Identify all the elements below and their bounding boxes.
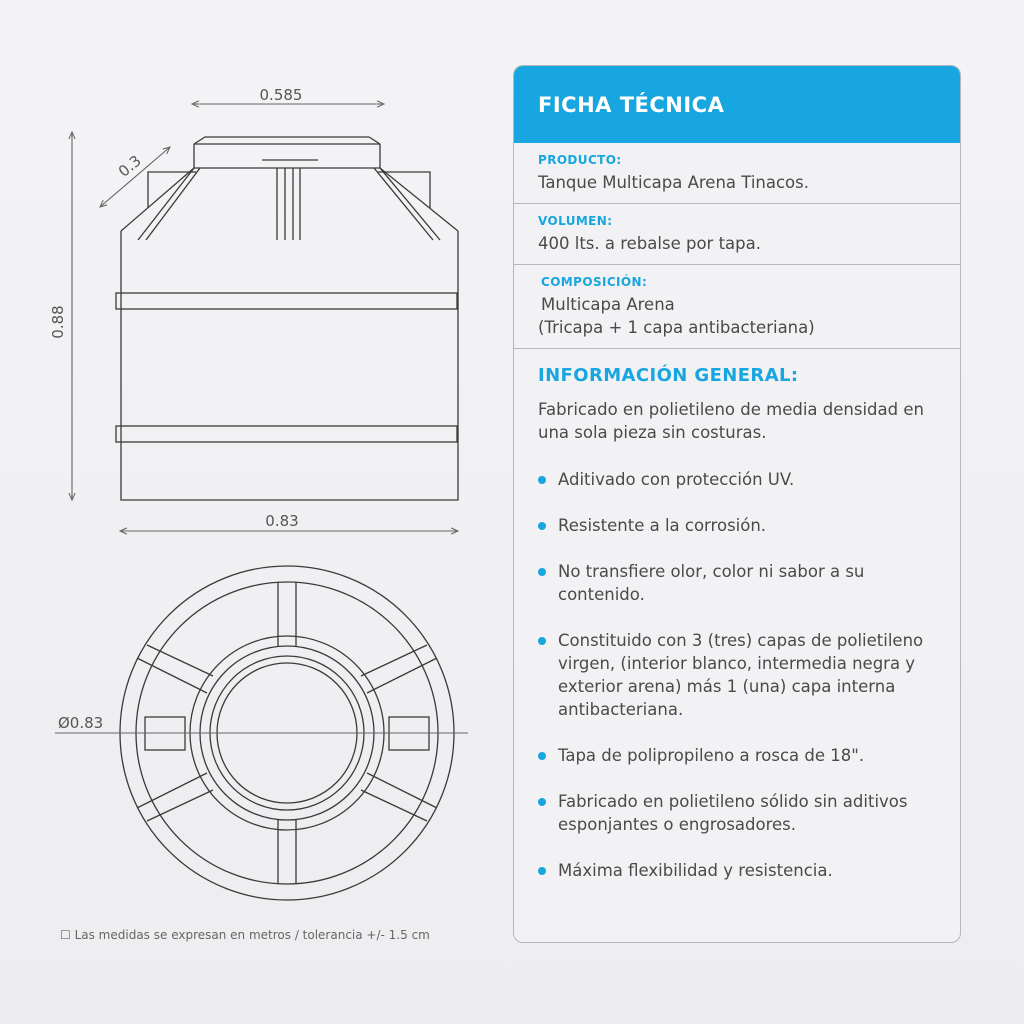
spec-composition-line-2: (Tricapa + 1 capa antibacteriana) [538,318,815,337]
feature-item [538,629,936,721]
bullet-dot-icon [538,798,546,806]
dim-top-width: 0.585 [259,86,303,104]
bullet-dot-icon [538,637,546,645]
spec-composition [514,265,960,349]
feature-text: Fabricado en polietileno sólido sin aditivos esponjantes o engrosadores. [558,792,908,834]
spec-volume [514,204,960,265]
bullet-dot-icon [538,568,546,576]
dim-depth: 0.3 [114,151,145,181]
feature-item [538,468,936,491]
feature-text: Máxima flexibilidad y resistencia. [558,861,833,880]
feature-item [538,790,936,836]
tank-side-view [116,137,458,500]
spec-product-label: PRODUCTO: [538,153,622,167]
feature-item [538,560,936,606]
spec-product [514,143,960,204]
spec-volume-label: VOLUMEN: [538,214,613,228]
feature-list [538,468,936,882]
spec-composition-line-1: Multicapa Arena [541,295,675,314]
spec-volume-value: 400 lts. a rebalse por tapa. [538,234,761,253]
dim-base-width: 0.83 [265,512,299,530]
feature-text: Tapa de polipropileno a rosca de 18". [558,746,865,765]
general-info-title: INFORMACIÓN GENERAL: [538,365,799,386]
feature-text: Constituido con 3 (tres) capas de polietileno virgen, (interior blanco, intermedia negra y exterior arena) más 1 (una) capa interna antibacteriana. [558,631,924,719]
bullet-dot-icon [538,476,546,484]
feature-text: Aditivado con protección UV. [558,470,795,489]
feature-text: No transfiere olor, color ni sabor a su contenido. [558,562,865,604]
feature-item [538,859,936,882]
dim-diameter: Ø0.83 [58,714,104,732]
spec-card [513,65,961,943]
feature-item [538,744,936,767]
bullet-dot-icon [538,522,546,530]
feature-text: Resistente a la corrosión. [558,516,767,535]
spec-composition-label: COMPOSICIÓN: [541,275,648,289]
bullet-dot-icon [538,752,546,760]
measurement-footnote: ☐ Las medidas se expresan en metros / tolerancia +/- 1.5 cm [60,928,430,942]
general-info-description: Fabricado en polietileno de media densidad en una sola pieza sin costuras. [538,400,924,442]
dim-height: 0.88 [49,305,67,339]
card-title: FICHA TÉCNICA [514,66,960,143]
spec-product-value: Tanque Multicapa Arena Tinacos. [538,173,809,192]
feature-item [538,514,936,537]
general-info [514,349,960,882]
tank-technical-drawing [0,0,500,1024]
bullet-dot-icon [538,867,546,875]
